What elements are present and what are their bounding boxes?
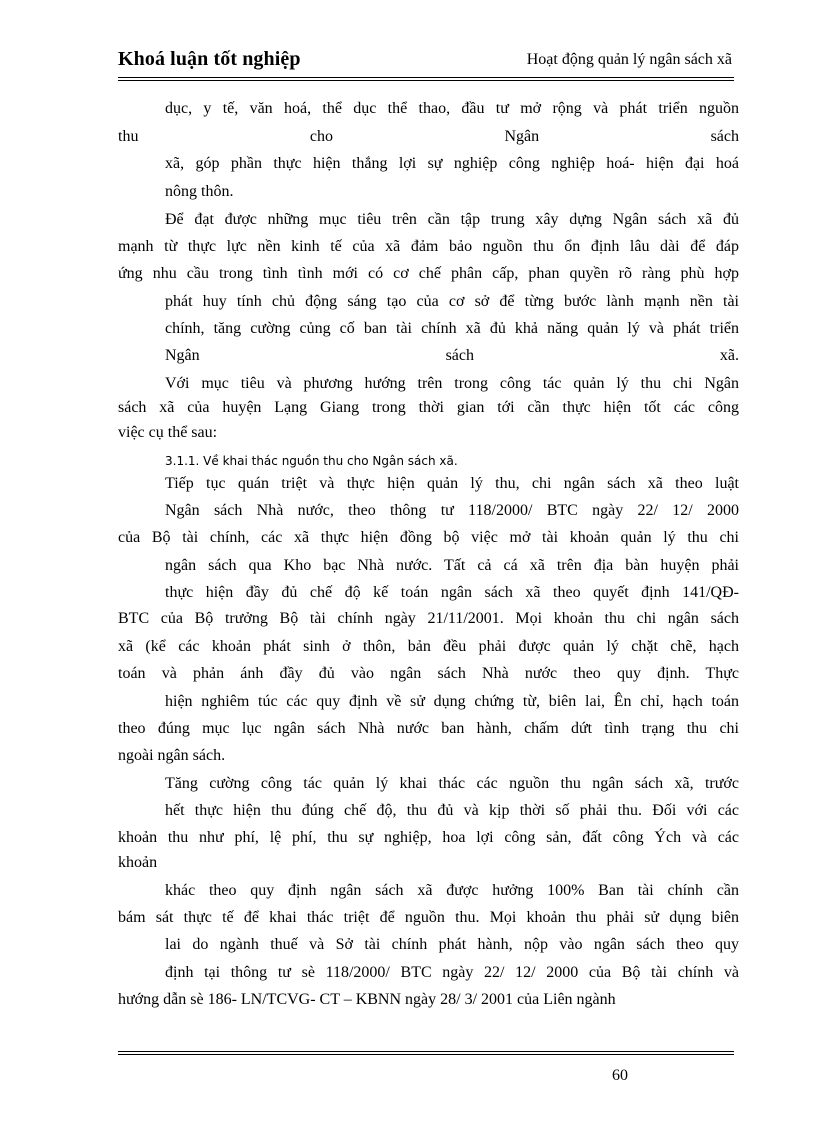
- text-line: mạnh từ thực lực nền kinh tế của xã đảm bảo nguồn thu ổn định lâu dài để đáp: [118, 238, 739, 255]
- text-line: định tại thông tư sè 118/2000/ BTC ngày 22/ 12/ 2000 của Bộ tài chính và: [165, 964, 739, 981]
- text-line: bám sát thực tế để khai thác triệt để nguồn thu. Mọi khoản thu phải sử dụng biên: [118, 909, 739, 926]
- text-line: hết thực hiện thu đúng chế độ, thu đủ và kịp thời số phải thu. Đối với các: [165, 802, 739, 819]
- text-line: của Bộ tài chính, các xã thực hiện đồng bộ việc mở tài khoản quản lý thu chi: [118, 529, 739, 546]
- page-header: [118, 46, 734, 76]
- text-line: Tiếp tục quán triệt và thực hiện quản lý thu, chi ngân sách xã theo luật: [165, 475, 739, 492]
- text-line: Ngân sách xã.: [165, 347, 739, 364]
- text-line: thu cho Ngân sách: [118, 128, 739, 145]
- text-line: phát huy tính chủ động sáng tạo của cơ sở để từng bước lành mạnh nền tài: [165, 293, 739, 310]
- text-line: toán và phản ánh đầy đủ vào ngân sách Nhà nước theo quy định. Thực: [118, 665, 739, 682]
- header-rule: [118, 77, 734, 78]
- text-line: hiện nghiêm túc các quy định về sử dụng chứng từ, biên lai, Ên chỉ, hạch toán: [165, 693, 739, 710]
- chapter-title: Hoạt động quản lý ngân sách xã: [526, 51, 732, 68]
- text-line: khoản: [118, 854, 158, 871]
- text-line: xã (kể các khoản phát sinh ở thôn, bản đều phải được quản lý chặt chẽ, hạch: [118, 638, 739, 655]
- text-line: Tăng cường công tác quản lý khai thác các nguồn thu ngân sách xã, trước: [165, 775, 739, 792]
- text-line: thực hiện đầy đủ chế độ kế toán ngân sách xã theo quyết định 141/QĐ-: [165, 584, 739, 601]
- footer-rule: [118, 1051, 734, 1052]
- text-line: dục, y tế, văn hoá, thể dục thể thao, đầu tư mở rộng và phát triển nguồn: [165, 100, 739, 117]
- text-line: hướng dẫn sè 186- LN/TCVG- CT – KBNN ngày 28/ 3/ 2001 của Liên ngành: [118, 991, 616, 1008]
- text-line: ứng nhu cầu trong tình tình mới có cơ chế phân cấp, phan quyền rõ ràng phù hợp: [118, 265, 739, 282]
- text-line: lai do ngành thuế và Sở tài chính phát hành, nộp vào ngân sách theo quy: [165, 936, 739, 953]
- text-line: nông thôn.: [165, 183, 234, 200]
- text-line: BTC của Bộ trưởng Bộ tài chính ngày 21/11/2001. Mọi khoản thu chi ngân sách: [118, 610, 739, 627]
- text-line: xã, góp phần thực hiện thắng lợi sự nghiệp công nghiệp hoá- hiện đại hoá: [165, 155, 739, 172]
- page-number: 60: [612, 1067, 628, 1084]
- text-line: Để đạt được những mục tiêu trên cần tập trung xây dựng Ngân sách xã đủ: [165, 211, 739, 228]
- text-line: Với mục tiêu và phương hướng trên trong công tác quản lý thu chi Ngân: [165, 375, 739, 392]
- text-line: khoản thu như phí, lệ phí, thu sự nghiệp, hoa lợi công sản, đất công Ých và các: [118, 829, 739, 846]
- text-line: ngoài ngân sách.: [118, 747, 226, 764]
- section-heading: 3.1.1. Về khai thác nguồn thu cho Ngân sách xã.: [165, 454, 458, 468]
- text-line: khác theo quy định ngân sách xã được hưởng 100% Ban tài chính cần: [165, 882, 739, 899]
- text-line: sách xã của huyện Lạng Giang trong thời gian tới cần thực hiện tốt các công: [118, 399, 739, 416]
- text-line: việc cụ thể sau:: [118, 424, 218, 441]
- footer-rule-second: [118, 1054, 734, 1055]
- document-title: Khoá luận tốt nghiệp: [118, 48, 301, 70]
- header-rule-second: [118, 80, 734, 81]
- text-line: theo đúng mục lục ngân sách Nhà nước ban hành, chấm dứt tình trạng thu chi: [118, 720, 739, 737]
- text-line: ngân sách qua Kho bạc Nhà nước. Tất cả cá xã trên địa bàn huyện phải: [165, 557, 739, 574]
- text-line: Ngân sách Nhà nước, theo thông tư 118/2000/ BTC ngày 22/ 12/ 2000: [165, 502, 739, 519]
- text-line: chính, tăng cường củng cố ban tài chính xã đủ khả năng quản lý và phát triển: [165, 320, 739, 337]
